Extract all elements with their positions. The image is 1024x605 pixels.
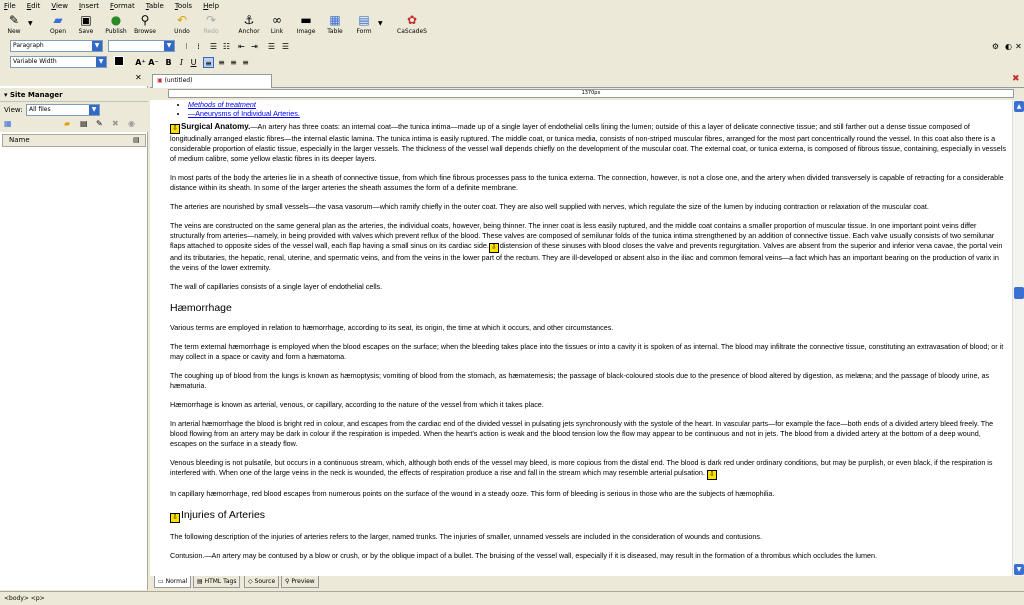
menu-tools[interactable]: Tools [174,2,193,10]
view-mode-tabs [150,576,1024,590]
treatment-list [188,100,1008,118]
view-filter-select[interactable]: All files ▼ [26,104,100,116]
form-dropdown-icon[interactable]: ▼ [378,20,383,27]
treatment-link[interactable]: Methods of treatment [188,100,256,109]
width-ruler: 1370px [168,89,1014,98]
normal-view-icon: ▭ [158,578,166,585]
redo-icon: ↷ [205,13,217,27]
document-tab[interactable]: ▣ (untitled) [152,74,272,88]
preview-icon: ⚲ [285,578,292,585]
paragraph: The term external hæmorrhage is employed when the blood escapes on the surface; when the bleeding takes place into the tissues or into a cavity it is spoken of as internal. The blood may infiltrate the connective tissue, constituting an extravasation of blood; or it may collect in a space or cavity and form a hæmatoma. [170,342,1004,361]
options-gear-icon[interactable]: ⚙ [991,42,1000,51]
site-tools-row [0,118,148,132]
main-toolbar [0,12,1024,39]
panel-header-bar [0,72,148,86]
paragraph: Hæmorrhage is known as arterial, venous, or capillary, according to the nature of the vessel from which it takes place. [170,400,544,409]
vertical-scrollbar[interactable] [1012,100,1024,576]
column-picker-icon[interactable]: ▤ [133,136,140,144]
undo-icon: ↶ [176,13,188,27]
save-disk-icon: ▣ [80,13,92,27]
stop-icon[interactable]: ◉ [128,119,135,128]
tag-path[interactable]: <body> <p> [4,595,45,602]
font-select[interactable] [108,40,175,52]
publish-button[interactable]: ● Publish [105,13,127,35]
table-button[interactable]: ▦ Table [327,13,343,35]
html-tags-icon: ▤ [197,578,205,585]
list-item [188,109,1008,118]
new-button[interactable]: ✎ New [7,13,21,35]
italic-icon[interactable]: I [179,58,184,67]
width-select[interactable]: Variable Width ▼ [10,56,107,68]
section-heading: ⇩ Injuries of Arteries [170,509,1008,523]
text-color-swatch[interactable] [114,56,124,66]
align-center-icon[interactable]: ☰ [281,42,290,51]
paragraph: The wall of capillaries consists of a single layer of endothelial cells. [170,282,383,291]
tab-normal[interactable]: ▭ Normal [154,576,191,588]
paragraph: In arterial hæmorrhage the blood is bright red in colour, and escapes from the cardiac end of the divided vessel in pulsating jets synchronously with the systole of the heart. In vascular parts—for example the face—both ends of a divided artery bleed freely. The blood flowing from an artery may be dark in colour if the respiration is impeded. When the heart's action is weak and the blood tension low the flow may appear to be continuous and not in jets. The blood from a divided artery at the bottom of a deep wound, escapes on the surface in a steady flow. [170,419,994,448]
browse-button[interactable]: ⚲ Browse [134,13,156,35]
scroll-up-icon[interactable]: ▲ [1014,101,1024,112]
anchor-icon[interactable]: ⇩ [170,513,180,523]
outdent-icon[interactable]: ⇤ [238,42,245,51]
bold-icon[interactable]: B [165,58,172,67]
align-center-2-icon[interactable]: ≡ [218,58,225,67]
form-button[interactable]: ▤ Form [356,13,372,35]
chevron-down-icon: ▼ [92,41,102,51]
view-label: View: [4,106,23,114]
paragraph-lead: Surgical Anatomy. [181,122,251,131]
menu-format[interactable]: Format [110,2,135,10]
site-manager-panel [0,72,148,590]
anchor-icon[interactable]: ⇩ [170,124,180,134]
paragraph: The following description of the injuries of arteries refers to the larger, named trunks. The injuries of smaller, unnamed vessels are included in the consideration of wounds and contusions. [170,532,762,541]
menu-bar [0,0,1024,12]
status-bar [0,591,1024,605]
link-chain-icon: ∞ [272,13,282,27]
edit-icon[interactable]: ✎ [96,119,103,128]
open-folder-icon: ▰ [53,13,63,27]
table-icon: ▦ [329,13,341,27]
paragraph: The coughing up of blood from the lungs is known as hæmoptysis; vomiting of blood from the stomach, as hæmatemesis; the passage of black-coloured stools due to the presence of blood altered by digestion, as melæna; and the passage of bloody urine, as hæmaturia. [170,371,990,390]
format-toolbar [0,39,1024,54]
tab-html-tags[interactable]: ▤ HTML Tags [193,576,240,588]
new-folder-icon[interactable]: ▰ [64,119,71,128]
document-icon: ▣ [157,77,165,84]
font-smaller-icon[interactable]: A⁻ [148,58,159,67]
rename-icon[interactable]: ▤ [80,119,88,128]
delete-icon[interactable]: ✖ [112,119,119,128]
cascades-button[interactable]: ✿ CaScadeS [397,13,427,35]
link-button[interactable]: ∞ Link [270,13,284,35]
chevron-down-icon: ▼ [164,41,174,51]
scroll-down-icon[interactable]: ▼ [1014,564,1024,575]
cascades-palette-icon: ✿ [406,13,418,27]
options-icon[interactable]: ◐ [1005,42,1012,51]
underline-icon[interactable]: U [190,58,197,67]
view-filter-row [0,102,148,118]
chevron-down-icon: ▼ [89,105,99,115]
anchor-icon: ⚓ [243,13,255,27]
scroll-thumb[interactable] [1014,287,1024,299]
font-larger-icon[interactable]: A⁺ [135,58,146,67]
file-list-header[interactable]: Name ▤ [2,134,146,147]
form-icon: ▤ [358,13,370,27]
new-document-icon: ✎ [8,13,20,27]
bullet-list-icon[interactable]: ☰ [209,42,218,51]
aneurysms-link[interactable]: —Aneurysms of Individual Arteries. [188,109,300,118]
paragraph: Venous bleeding is not pulsatile, but occurs in a continuous stream, which, although both ends of the vessel may bleed, is more copious from the distal end. The blood is dark red under ordinary conditions, but may be purplish, or even black, if the respiration is interfered with. When one of the large veins in the neck is wounded, the effects of respiration produce a rise and fall in the stream which may resemble arterial pulsation. ⇩ [170,458,993,478]
document-content[interactable] [170,100,1008,570]
collapse-triangle-icon: ▾ [4,91,10,99]
menu-table[interactable]: Table [145,2,164,10]
menu-edit[interactable]: Edit [26,2,41,10]
paragraph: Various terms are employed in relation to hæmorrhage, according to its seat, its origin, the time at which it occurs, and other circumstances. [170,323,614,332]
image-button[interactable]: ▬ Image [296,13,316,35]
list-item [188,100,1008,109]
undo-button[interactable]: ↶ Undo [174,13,190,35]
align-justify-icon[interactable]: ≡ [242,58,249,67]
align-left-icon[interactable]: ☰ [267,42,276,51]
source-icon: ◇ [248,578,255,585]
menu-help[interactable]: Help [203,2,220,10]
close-x-icon[interactable]: ✕ [1015,42,1022,51]
editor-area[interactable] [150,100,1024,576]
paragraph: In capillary hæmorrhage, red blood escapes from numerous points on the surface of the wound in a steady ooze. This form of bleeding is serious in those who are the subjects of hæmophilia. [170,489,775,498]
paragraph: Contusion.—An artery may be contused by a blow or crush, or by the oblique impact of a bullet. The bruising of the vessel wall, especially if it is diseased, may result in the formation of a thrombus which occludes the lumen. [170,551,877,560]
close-panel-icon[interactable]: ✕ [135,73,142,82]
browse-magnifier-icon: ⚲ [140,13,150,27]
menu-insert[interactable]: Insert [78,2,100,10]
publish-globe-icon: ● [110,13,122,27]
paragraph-format-select[interactable]: Paragraph ▼ [10,40,103,52]
section-heading: Hæmorrhage [170,302,232,314]
paragraph: The arteries are nourished by small vessels—the vasa vasorum—which ramify chiefly in the outer coat. They are also well supplied with nerves, which regulate the size of the lumen by inducing contraction or relaxation of the muscular coat. [170,202,929,211]
numbered-list-2-icon[interactable]: ⁞ [197,42,200,51]
align-left-2-icon[interactable]: ≡ [203,57,214,68]
menu-view[interactable]: View [51,2,68,10]
paragraph: ⇩ Surgical Anatomy.—An artery has three coats: an internal coat—the tunica intima—made up of a single layer of endothelial cells lining the lumen; outside of this a layer of delicate connective tissue; and still farther out a dense tissue composed of longitudinally arranged elastic fibres—the internal elastic lamina. The tunica intima is easily ruptured. The middle coat, or tunica media, consists of non-striped muscular fibres, arranged for the most part concentrically round the vessel. In this coat also there is a considerable proportion of elastic tissue, especially in the larger vessels. The thickness of the vessel wall depends chiefly on the development of the muscular coat. The external coat, or tunica externa, is composed of fibrous tissue, containing, especially in vessels of medium calibre, some yellow elastic fibres in its deeper layers. [170,122,1006,163]
close-tab-icon[interactable]: ✖ [1012,74,1020,84]
tab-source[interactable]: ◇ Source [244,576,279,588]
chevron-down-icon: ▼ [96,57,106,67]
paragraph: The veins are constructed on the same general plan as the arteries, the individual coats, however, being thinner. The inner coat is less easily ruptured, and the middle coat contains a smaller proportion of muscular tissue. In one important point veins differ structurally from arteries—namely, in being provided with valves which prevent reflux of the blood. These valves are composed of semilunar folds of the tunica intima strengthened by an addition of connective tissue. Each valve usually consists of two semilunar flaps attached to opposite sides of the vessel wall, each flap having a small sinus on its cardiac side. ⇩ distension of these sinuses with blood closes the valve and prevents regurgitation. Valves are absent from the superior and inferior vena cavae, the portal vein and its tributaries, the hepatic, renal, uterine, and spermatic veins, and from the veins in the lower part of the rectum. They are ill-developed or absent also in the iliac and common femoral veins—a fact which has an important bearing on the production of varix in the veins of the lower extremity. [170,221,1003,272]
anchor-icon[interactable]: ⇩ [707,470,717,480]
menu-file[interactable]: File [4,2,16,10]
indent-icon[interactable]: ⇥ [251,42,258,51]
document-tab-bar [150,72,1024,88]
anchor-icon[interactable]: ⇩ [489,243,499,253]
open-button[interactable]: ▰ Open [49,13,67,35]
align-right-icon[interactable]: ≡ [230,58,237,67]
site-icon[interactable]: ▦ [4,119,12,128]
redo-button[interactable]: ↷ Redo [203,13,219,35]
paragraph: In most parts of the body the arteries lie in a sheath of connective tissue, from which fine fibrous processes pass to the tunica externa. The connection, however, is not a close one, and the artery when divided transversely is capable of retracting for a considerable distance within its sheath. In some of the larger arteries the sheath assumes the form of a definite membrane. [170,173,1004,192]
numbered-list-icon[interactable]: ⁝ [185,42,188,51]
numbered-list-3-icon[interactable]: ☷ [222,42,231,51]
image-icon: ▬ [300,13,312,27]
new-dropdown-icon[interactable]: ▼ [28,20,33,27]
tab-preview[interactable]: ⚲ Preview [281,576,319,588]
save-button[interactable]: ▣ Save [78,13,94,35]
anchor-button[interactable]: ⚓ Anchor [238,13,260,35]
site-manager-title[interactable]: ▾ Site Manager [0,88,148,102]
